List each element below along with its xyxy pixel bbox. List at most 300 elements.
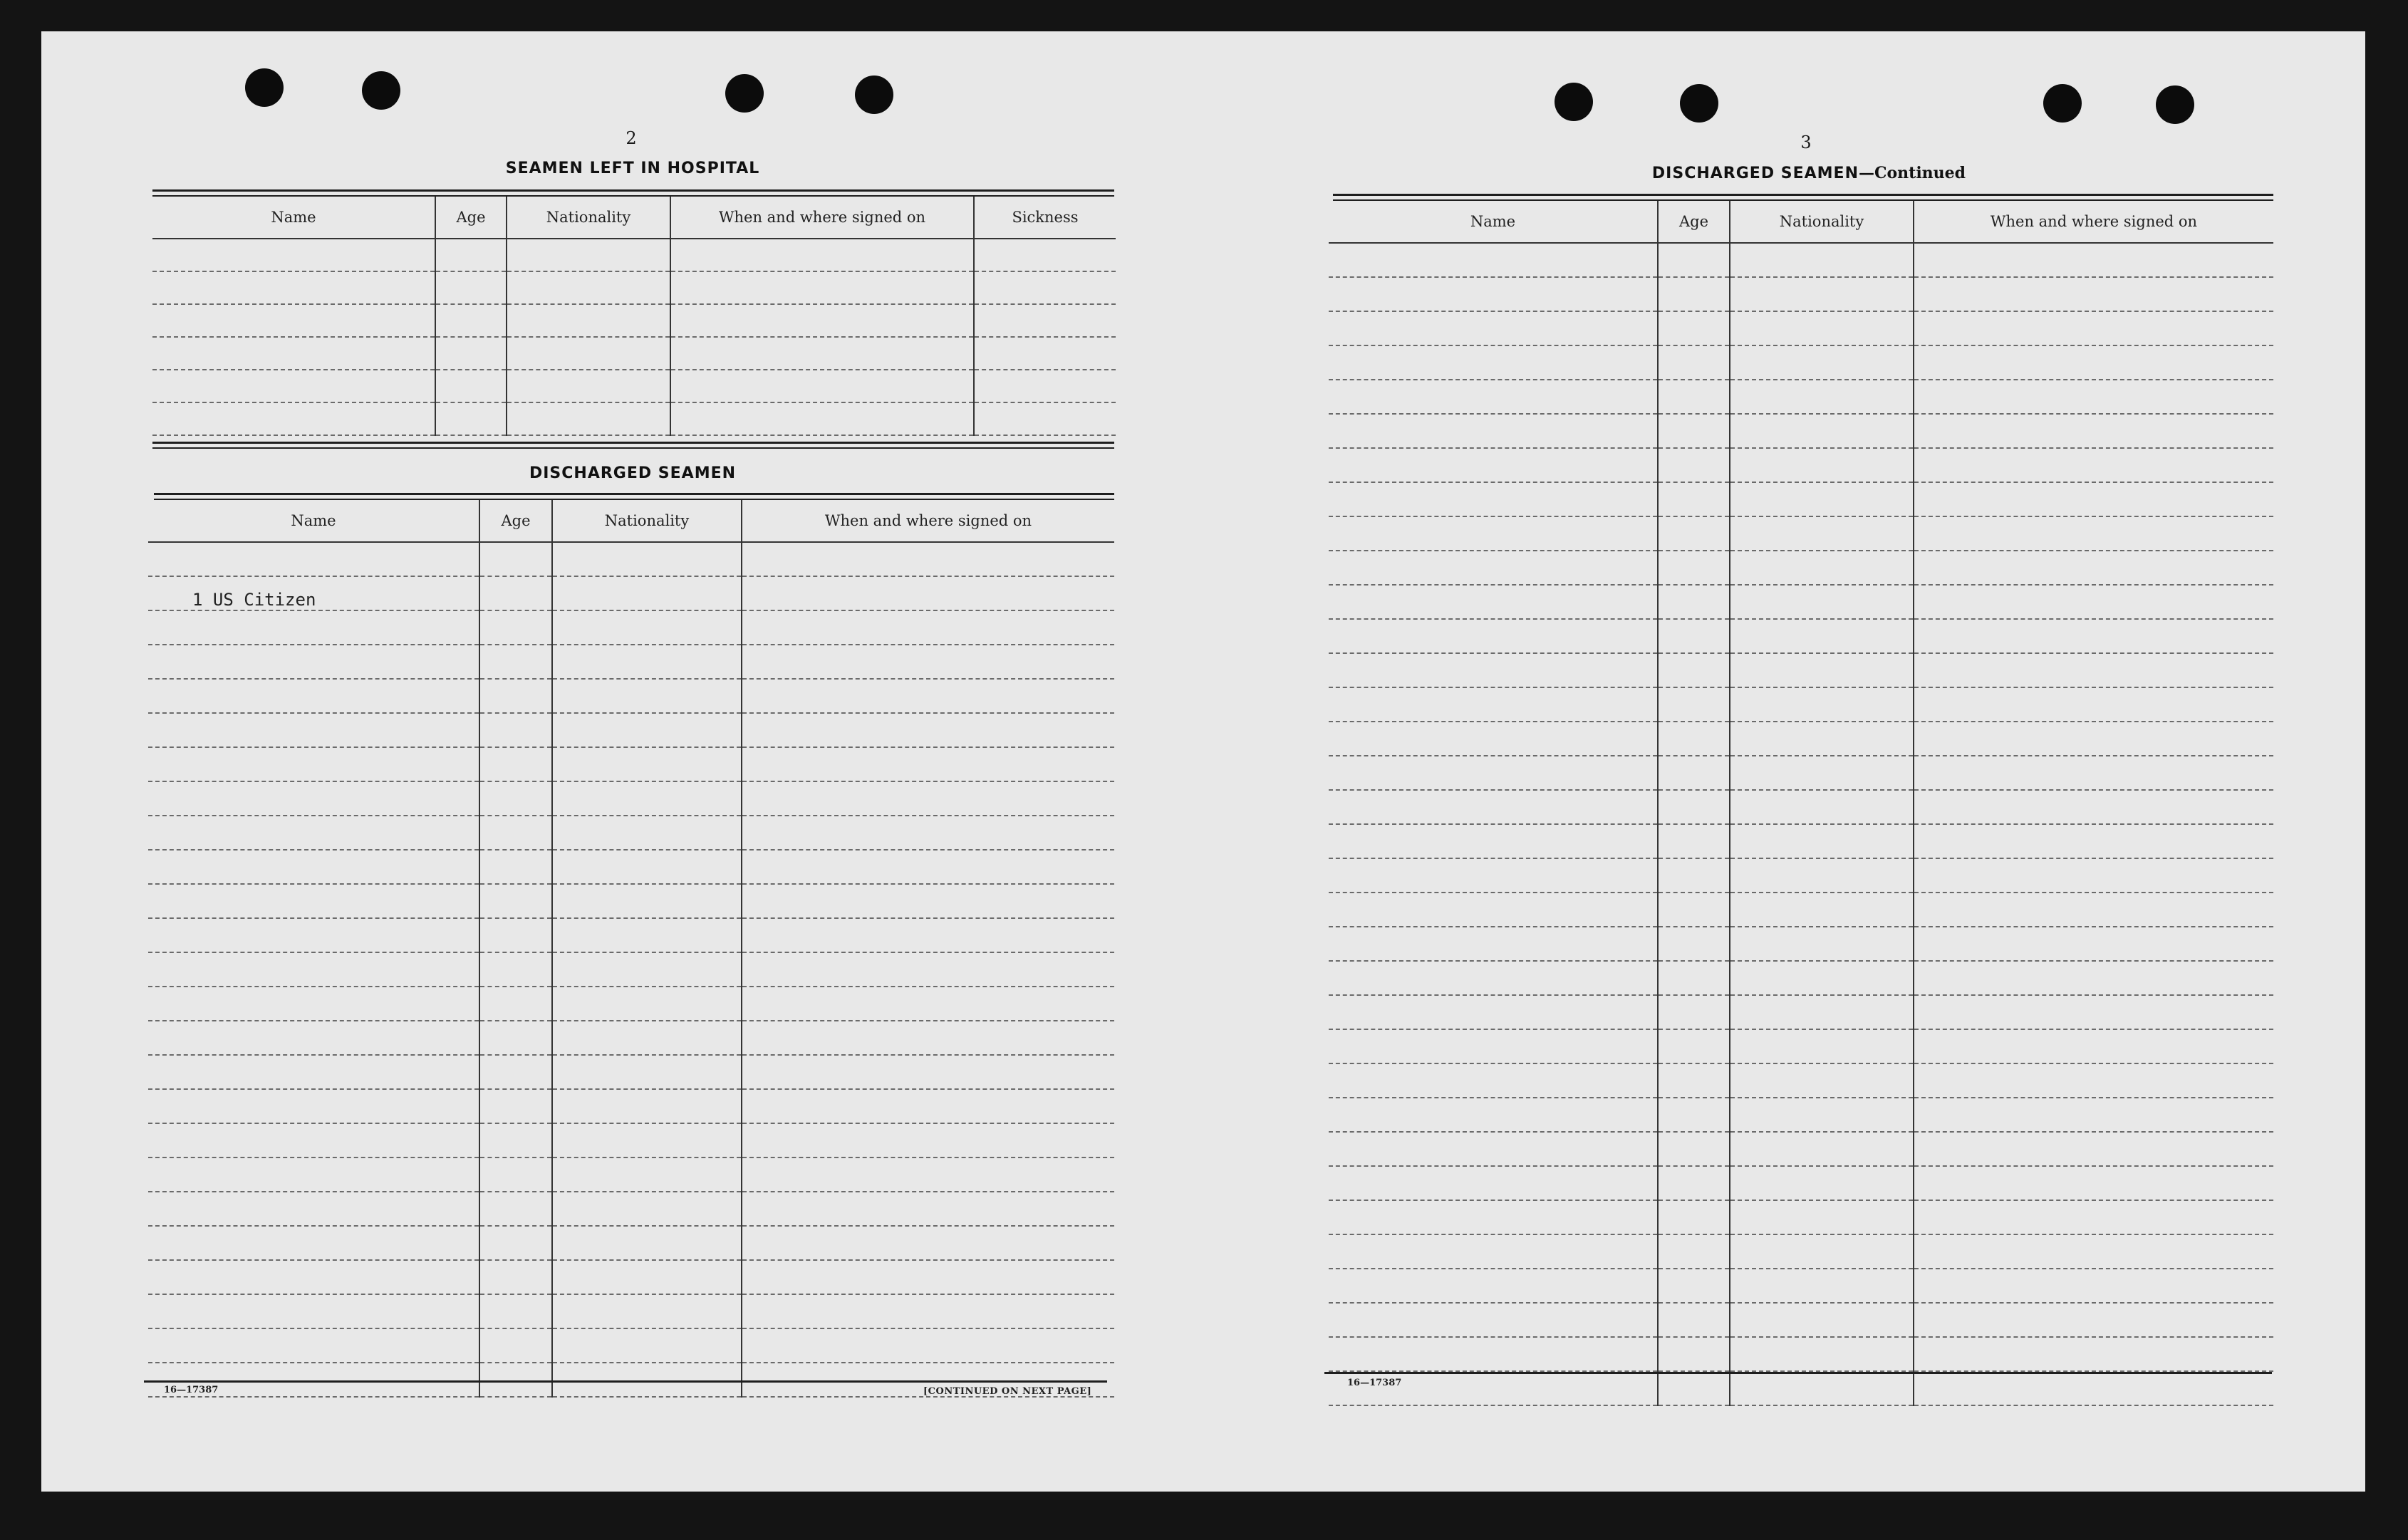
table-row [1329, 619, 2273, 653]
table-cell [1658, 893, 1730, 927]
table-cell [742, 713, 1114, 747]
table-cell [1730, 1303, 1914, 1337]
table-cell [742, 918, 1114, 952]
table-cell [1914, 961, 2273, 995]
table-cell [1730, 858, 1914, 893]
table-cell [1329, 585, 1658, 619]
table-cell [1329, 995, 1658, 1029]
table-cell [1914, 1098, 2273, 1132]
table-row [148, 1157, 1114, 1192]
table-cell [152, 337, 435, 370]
hospital-section-title: SEAMEN LEFT IN HOSPITAL [505, 160, 760, 177]
column-header: Age [435, 197, 507, 239]
table-cell [435, 271, 507, 304]
table-cell [1730, 619, 1914, 653]
table-cell [742, 816, 1114, 850]
table-cell [1914, 516, 2273, 551]
table-row [148, 713, 1114, 747]
table-cell [148, 1328, 479, 1363]
table-cell [552, 952, 742, 987]
table-cell [1658, 1029, 1730, 1063]
table-cell [479, 816, 552, 850]
table-cell [1914, 311, 2273, 345]
table-cell [1914, 893, 2273, 927]
table-cell [552, 850, 742, 884]
table-cell [152, 271, 435, 304]
table-cell [1658, 1371, 1730, 1405]
table-cell [479, 781, 552, 816]
table-cell [1658, 1200, 1730, 1234]
table-cell [148, 679, 479, 713]
table-cell [148, 747, 479, 781]
column-header: When and where signed on [1914, 201, 2273, 243]
table-row [148, 781, 1114, 816]
table-row [1329, 311, 2273, 345]
table-cell [148, 1192, 479, 1226]
table-row [1329, 1098, 2273, 1132]
table-cell [1730, 824, 1914, 858]
table-cell [507, 304, 670, 337]
column-header: When and where signed on [742, 500, 1114, 542]
table-cell [552, 747, 742, 781]
table-cell [1914, 585, 2273, 619]
table-cell [1730, 1234, 1914, 1269]
table-cell [1329, 1098, 1658, 1132]
table-cell [479, 1363, 552, 1397]
table-cell [670, 271, 974, 304]
table-row [1329, 1371, 2273, 1405]
table-cell [1329, 1337, 1658, 1371]
table-cell [742, 576, 1114, 610]
table-cell [742, 542, 1114, 576]
table-cell [1329, 380, 1658, 414]
table-cell [742, 1055, 1114, 1089]
table-cell [148, 1157, 479, 1192]
table-cell [152, 304, 435, 337]
table-cell [552, 1192, 742, 1226]
table-cell [974, 402, 1116, 435]
table-cell [1658, 482, 1730, 516]
header-rule [152, 189, 1114, 197]
table-row [1329, 995, 2273, 1029]
table-cell [479, 1294, 552, 1328]
table-cell [148, 1089, 479, 1123]
table-cell [1730, 551, 1914, 585]
header-rule [154, 493, 1114, 500]
table-cell [148, 884, 479, 918]
table-cell [148, 1226, 479, 1260]
discharged-continued-title [1602, 164, 2015, 182]
table-row [1329, 1166, 2273, 1200]
table-row [1329, 380, 2273, 414]
table-cell [1658, 311, 1730, 345]
table-cell [1914, 1132, 2273, 1166]
table-cell [1658, 927, 1730, 961]
table-cell [1730, 1132, 1914, 1166]
table-cell [1658, 1303, 1730, 1337]
table-cell [148, 713, 479, 747]
table-cell [1914, 824, 2273, 858]
header-rule [1333, 194, 2273, 201]
table-cell [148, 918, 479, 952]
table-cell [1329, 1371, 1658, 1405]
table-row [148, 1226, 1114, 1260]
table-cell [552, 679, 742, 713]
table-cell [1914, 790, 2273, 824]
table-cell [479, 713, 552, 747]
table-cell [552, 816, 742, 850]
table-cell [1329, 1303, 1658, 1337]
table-row [1329, 1029, 2273, 1063]
table-cell [479, 1123, 552, 1157]
table-cell [742, 987, 1114, 1021]
table-cell [479, 1192, 552, 1226]
column-header: Name [1329, 201, 1658, 243]
continued-note: [CONTINUED ON NEXT PAGE] [923, 1386, 1092, 1397]
table-row [148, 987, 1114, 1021]
table-cell [670, 337, 974, 370]
table-cell [670, 304, 974, 337]
table-cell [479, 747, 552, 781]
table-cell [742, 952, 1114, 987]
table-cell [742, 1123, 1114, 1157]
table-cell [670, 370, 974, 402]
table-cell: 1 US Citizen [148, 576, 479, 610]
table-cell [1730, 1098, 1914, 1132]
right-page [1203, 31, 2365, 1492]
table-cell [1658, 824, 1730, 858]
table-row [1329, 516, 2273, 551]
table-cell [435, 370, 507, 402]
table-cell [152, 239, 435, 271]
table-cell [1329, 311, 1658, 345]
table-cell [1329, 927, 1658, 961]
table-cell [1730, 345, 1914, 380]
column-header: Sickness [974, 197, 1116, 239]
table-cell [1914, 1303, 2273, 1337]
table-cell [1914, 448, 2273, 482]
table-cell [552, 884, 742, 918]
table-cell [148, 1123, 479, 1157]
table-cell [1730, 927, 1914, 961]
table-row [148, 884, 1114, 918]
table-cell [152, 370, 435, 402]
table-cell [1914, 345, 2273, 380]
table-cell [1329, 1029, 1658, 1063]
table-cell [1329, 1063, 1658, 1098]
table-row [148, 1055, 1114, 1089]
table-cell [552, 1089, 742, 1123]
table-cell [507, 370, 670, 402]
table-cell [742, 1260, 1114, 1294]
table-cell [479, 679, 552, 713]
discharged-table-right [1329, 201, 2273, 1406]
column-header: Age [479, 500, 552, 542]
table-cell [1730, 414, 1914, 448]
table-row [148, 542, 1114, 576]
table-row [1329, 653, 2273, 687]
table-cell [1658, 1234, 1730, 1269]
table-cell [1658, 448, 1730, 482]
table-cell [479, 1328, 552, 1363]
table-cell [1329, 790, 1658, 824]
table-cell [552, 1123, 742, 1157]
table-cell [479, 1157, 552, 1192]
table-cell [479, 987, 552, 1021]
table-cell [974, 337, 1116, 370]
table-row [1329, 243, 2273, 277]
table-cell [974, 239, 1116, 271]
table-cell [148, 816, 479, 850]
table-cell [552, 987, 742, 1021]
table-row [152, 402, 1116, 435]
table-cell [1329, 277, 1658, 311]
table-cell [1730, 380, 1914, 414]
table-cell [148, 542, 479, 576]
table-cell [742, 781, 1114, 816]
table-cell [1658, 653, 1730, 687]
table-cell [1329, 1166, 1658, 1200]
table-cell [1914, 995, 2273, 1029]
table-row [148, 1089, 1114, 1123]
table-row [148, 1260, 1114, 1294]
table-cell [1329, 345, 1658, 380]
table-cell [479, 918, 552, 952]
table-cell [479, 542, 552, 576]
table-cell [1730, 482, 1914, 516]
table-cell [148, 610, 479, 645]
table-cell [1658, 858, 1730, 893]
column-header: Name [152, 197, 435, 239]
table-cell [1914, 1234, 2273, 1269]
table-cell [1914, 380, 2273, 414]
table-cell [148, 952, 479, 987]
table-cell [479, 1260, 552, 1294]
table-cell [742, 1089, 1114, 1123]
table-cell [670, 402, 974, 435]
table-row [1329, 1132, 2273, 1166]
table-cell [148, 1260, 479, 1294]
table-row [1329, 1337, 2273, 1371]
table-row [1329, 893, 2273, 927]
table-cell [435, 402, 507, 435]
table-cell [1329, 551, 1658, 585]
table-row [1329, 858, 2273, 893]
table-cell [1658, 1132, 1730, 1166]
table-cell [1730, 961, 1914, 995]
table-cell [1730, 653, 1914, 687]
table-cell [1329, 448, 1658, 482]
table-cell [974, 271, 1116, 304]
page-number: 3 [1800, 132, 1812, 152]
table-cell [1730, 1371, 1914, 1405]
table-row [1329, 722, 2273, 756]
table-cell [1329, 893, 1658, 927]
table-cell [552, 918, 742, 952]
table-cell [1914, 1063, 2273, 1098]
section-title-suffix: —Continued [1858, 164, 1966, 182]
table-cell [974, 370, 1116, 402]
section-end-rule [152, 442, 1114, 449]
table-row [152, 239, 1116, 271]
table-cell [1658, 1337, 1730, 1371]
table-cell [1914, 1337, 2273, 1371]
table-cell [1914, 551, 2273, 585]
table-cell [1658, 414, 1730, 448]
table-row [148, 1192, 1114, 1226]
table-row [1329, 756, 2273, 790]
left-page [41, 31, 1203, 1492]
table-cell [148, 1294, 479, 1328]
table-cell [148, 781, 479, 816]
table-cell [1730, 585, 1914, 619]
table-cell [552, 1328, 742, 1363]
table-cell [552, 1363, 742, 1397]
table-row [1329, 824, 2273, 858]
table-cell [1329, 722, 1658, 756]
table-cell [479, 576, 552, 610]
table-cell [1914, 1029, 2273, 1063]
table-cell [742, 610, 1114, 645]
table-cell [1730, 311, 1914, 345]
table-cell [552, 1260, 742, 1294]
column-header: Name [148, 500, 479, 542]
table-cell [1658, 995, 1730, 1029]
table-cell [1329, 1200, 1658, 1234]
table-row [152, 304, 1116, 337]
table-row [148, 1021, 1114, 1055]
table-cell [1658, 380, 1730, 414]
table-row [1329, 961, 2273, 995]
table-cell [552, 1055, 742, 1089]
page-number: 2 [626, 128, 637, 148]
table-cell [552, 576, 742, 610]
table-row [152, 337, 1116, 370]
table-row [1329, 482, 2273, 516]
column-header: When and where signed on [670, 197, 974, 239]
section-title-main: DISCHARGED SEAMEN [1651, 165, 1859, 182]
table-cell [1329, 414, 1658, 448]
discharged-table-left [148, 500, 1114, 1398]
table-row [1329, 448, 2273, 482]
table-cell [1914, 756, 2273, 790]
table-cell [1914, 1200, 2273, 1234]
table-cell [552, 542, 742, 576]
table-row [148, 952, 1114, 987]
table-cell [1658, 756, 1730, 790]
table-cell [742, 679, 1114, 713]
column-header: Nationality [552, 500, 742, 542]
table-cell [479, 850, 552, 884]
table-cell [1329, 482, 1658, 516]
table-cell [1329, 243, 1658, 277]
table-cell [1329, 516, 1658, 551]
table-row [1329, 1303, 2273, 1337]
table-row [1329, 927, 2273, 961]
table-cell [1914, 653, 2273, 687]
table-cell [1730, 516, 1914, 551]
table-row [1329, 414, 2273, 448]
table-cell [1329, 824, 1658, 858]
table-row [1329, 1234, 2273, 1269]
table-cell [1329, 1132, 1658, 1166]
table-cell [552, 713, 742, 747]
table-cell [148, 1055, 479, 1089]
table-cell [742, 1192, 1114, 1226]
table-cell [1658, 790, 1730, 824]
table-row [148, 679, 1114, 713]
table-cell [1730, 790, 1914, 824]
table-row [1329, 790, 2273, 824]
table-cell [1658, 1098, 1730, 1132]
table-cell [742, 850, 1114, 884]
table-cell [552, 1226, 742, 1260]
table-cell [479, 645, 552, 679]
table-cell [1329, 1234, 1658, 1269]
table-cell [148, 850, 479, 884]
document-sheet [41, 31, 2365, 1492]
table-cell [1730, 243, 1914, 277]
table-row [148, 816, 1114, 850]
table-row [1329, 687, 2273, 722]
table-cell [552, 1294, 742, 1328]
table-cell [1658, 1063, 1730, 1098]
table-cell [1914, 927, 2273, 961]
table-cell [742, 1294, 1114, 1328]
table-cell [1658, 345, 1730, 380]
table-cell [1914, 858, 2273, 893]
table-cell [479, 610, 552, 645]
table-cell [507, 402, 670, 435]
table-row [148, 576, 1114, 610]
table-row [1329, 1200, 2273, 1234]
form-code: 16—17387 [164, 1385, 219, 1395]
table-cell [1730, 893, 1914, 927]
table-row [1329, 585, 2273, 619]
discharged-section-title: DISCHARGED SEAMEN [529, 464, 737, 482]
table-row [152, 370, 1116, 402]
table-cell [1658, 243, 1730, 277]
table-cell [1914, 619, 2273, 653]
table-cell [1914, 482, 2273, 516]
table-cell [1914, 243, 2273, 277]
table-cell [1329, 756, 1658, 790]
table-row [148, 1328, 1114, 1363]
table-cell [1658, 687, 1730, 722]
table-cell [1658, 1269, 1730, 1303]
table-cell [552, 1157, 742, 1192]
table-cell [742, 1226, 1114, 1260]
table-cell [479, 1226, 552, 1260]
table-row [152, 271, 1116, 304]
table-cell [742, 1157, 1114, 1192]
table-cell [507, 239, 670, 271]
table-cell [1658, 722, 1730, 756]
table-cell [1914, 1269, 2273, 1303]
table-cell [435, 239, 507, 271]
table-cell [1329, 619, 1658, 653]
table-cell [1730, 277, 1914, 311]
table-bottom-rule [1324, 1372, 2272, 1374]
table-cell [1658, 551, 1730, 585]
table-cell [1730, 1166, 1914, 1200]
table-cell [435, 337, 507, 370]
table-cell [552, 610, 742, 645]
table-cell [1914, 414, 2273, 448]
table-cell [1914, 1166, 2273, 1200]
table-cell [1658, 585, 1730, 619]
table-cell [1730, 995, 1914, 1029]
